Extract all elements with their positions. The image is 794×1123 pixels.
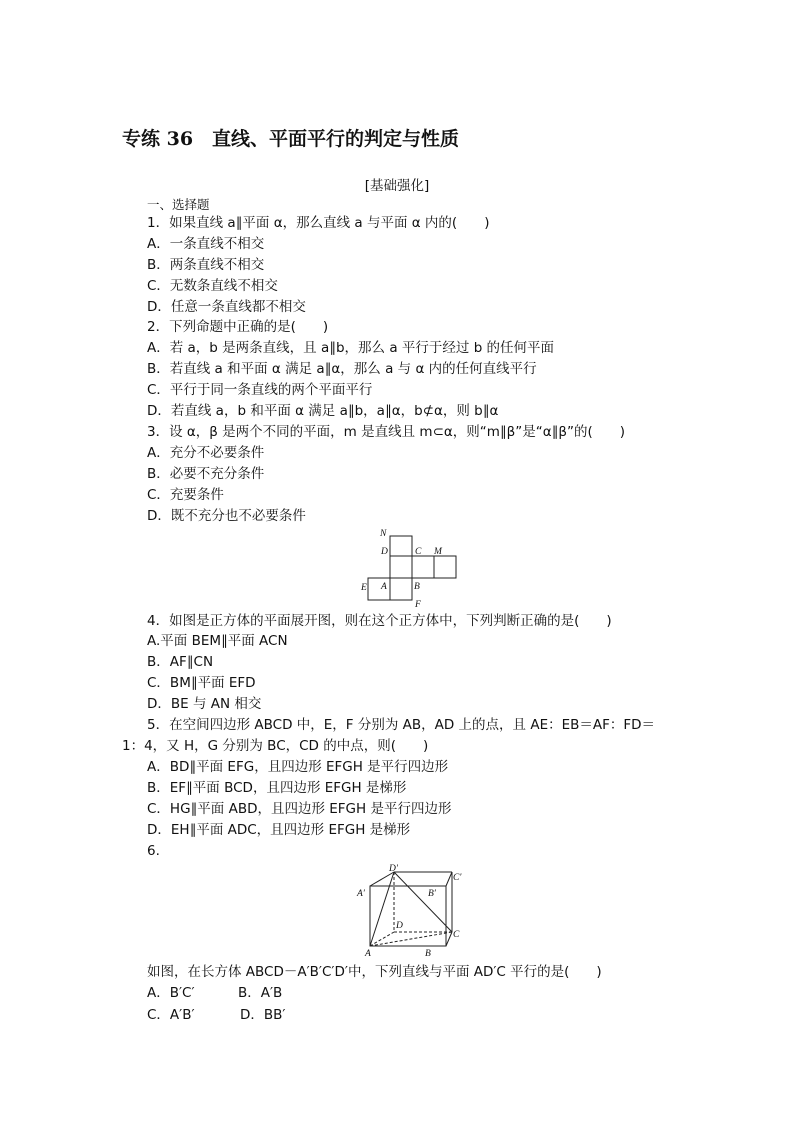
q2-option-d: D．若直线 a，b 和平面 α 满足 a∥b，a∥α，b⊄α，则 b∥α [147, 403, 499, 419]
q1-option-a: A．一条直线不相交 [147, 236, 265, 252]
cuboid-label-b1: B′ [428, 889, 436, 899]
q3-stem: 3．设 α，β 是两个不同的平面，m 是直线且 m⊂α，则“m∥β”是“α∥β”的( ) [147, 424, 626, 440]
cube-net-figure [360, 526, 464, 610]
q5-option-d: D．EH∥平面 ADC，且四边形 EFGH 是梯形 [147, 822, 411, 838]
net-square-right [434, 556, 456, 578]
net-square-dc [390, 556, 412, 578]
cuboid-label-c1: C′ [453, 873, 462, 883]
page-title: 专练 36 直线、平面平行的判定与性质 [122, 128, 460, 150]
q2-option-c: C．平行于同一条直线的两个平面平行 [147, 382, 373, 398]
cuboid-edge-bc [446, 932, 452, 946]
q4-option-c: C．BM∥平面 EFD [147, 675, 256, 691]
q2-option-a: A．若 a，b 是两条直线，且 a∥b，那么 a 平行于经过 b 的任何平面 [147, 340, 555, 356]
q4-option-d: D．BE 与 AN 相交 [147, 696, 262, 712]
net-label-m: M [434, 547, 442, 557]
q4-option-b: B．AF∥CN [147, 654, 214, 670]
net-square-cm [412, 556, 434, 578]
q4-stem: 4．如图是正方体的平面展开图，则在这个正方体中，下列判断正确的是( ) [147, 613, 612, 629]
cuboid-figure [352, 862, 468, 958]
q2-stem: 2．下列命题中正确的是( ) [147, 319, 329, 335]
net-label-b: B [414, 582, 420, 592]
q3-option-c: C．充要条件 [147, 487, 224, 503]
net-square-top [390, 536, 412, 556]
net-label-d: D [381, 547, 388, 557]
q3-option-b: B．必要不充分条件 [147, 466, 265, 482]
cuboid-line-ad1 [370, 872, 394, 946]
q1-stem: 1．如果直线 a∥平面 α，那么直线 a 与平面 α 内的( ) [147, 215, 490, 231]
q6-stem: 如图，在长方体 ABCD－A′B′C′D′中，下列直线与平面 AD′C 平行的是( ) [147, 964, 602, 980]
q2-option-b: B．若直线 a 和平面 α 满足 a∥α，那么 a 与 α 内的任何直线平行 [147, 361, 537, 377]
cuboid-label-b: B [425, 949, 431, 958]
cuboid-label-d: D [396, 921, 403, 931]
section-heading: [基础强化] [364, 178, 430, 194]
q6-option-b: B．A′B [238, 985, 283, 1001]
q5-option-c: C．HG∥平面 ABD，且四边形 EFGH 是平行四边形 [147, 801, 452, 817]
cuboid-label-d1: D′ [389, 864, 398, 874]
q6-number: 6. [147, 843, 160, 859]
net-square-ab [390, 578, 412, 600]
q6-option-c: C．A′B′ [147, 1007, 195, 1023]
q5-option-a: A．BD∥平面 EFG，且四边形 EFGH 是平行四边形 [147, 759, 449, 775]
q6-option-d: D．BB′ [240, 1007, 286, 1023]
q1-option-d: D．任意一条直线都不相交 [147, 299, 306, 315]
q5-option-b: B．EF∥平面 BCD，且四边形 EFGH 是梯形 [147, 780, 407, 796]
q4-option-a: A.平面 BEM∥平面 ACN [147, 633, 288, 649]
cuboid-label-c: C [453, 930, 460, 940]
net-label-f: F [415, 600, 421, 610]
net-label-n: N [380, 529, 387, 539]
cuboid-label-a: A [365, 949, 371, 958]
cuboid-label-a1: A′ [357, 889, 365, 899]
part-heading: 一、选择题 [147, 197, 210, 212]
net-label-e: E [361, 583, 367, 593]
q1-option-b: B．两条直线不相交 [147, 257, 265, 273]
q3-option-d: D．既不充分也不必要条件 [147, 508, 306, 524]
q1-option-c: C．无数条直线不相交 [147, 278, 278, 294]
q5-stem-line2: 1：4，又 H，G 分别为 BC，CD 的中点，则( ) [122, 738, 429, 754]
q3-option-a: A．充分不必要条件 [147, 445, 265, 461]
q6-option-a: A．B′C′ [147, 985, 195, 1001]
cuboid-hidden-ac [370, 932, 452, 946]
q5-stem-line1: 5．在空间四边形 ABCD 中，E，F 分别为 AB，AD 上的点，且 AE：EB＝AF：FD＝ [147, 717, 656, 733]
net-label-a: A [381, 582, 387, 592]
cuboid-edge-b1c1 [446, 872, 452, 886]
net-label-c: C [415, 547, 422, 557]
